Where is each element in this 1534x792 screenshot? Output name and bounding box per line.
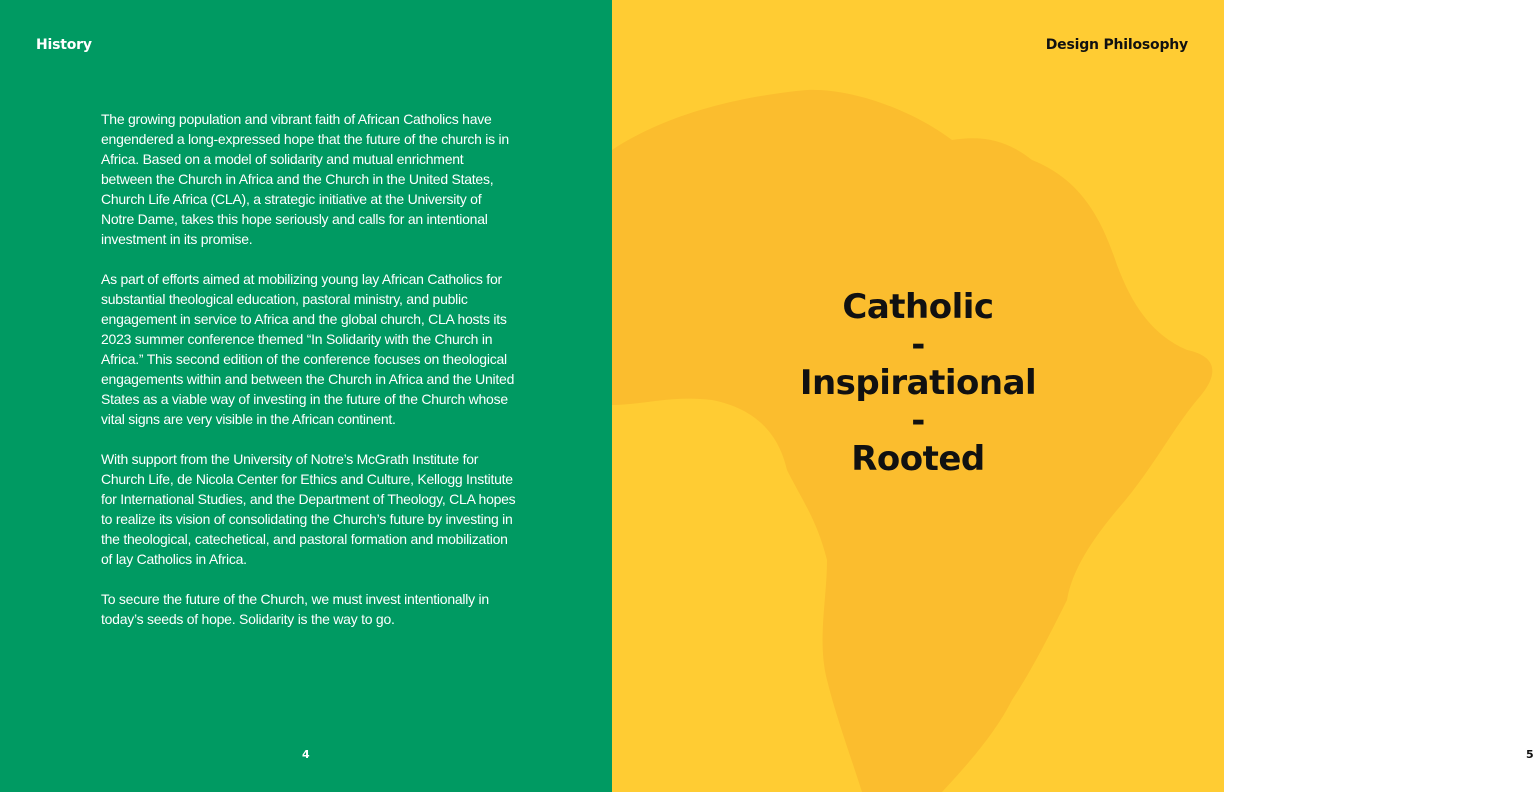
page-number-right: 5: [1526, 748, 1534, 761]
paragraph: With support from the University of Notre’s McGrath Institute for Church Life, de Nicola Center for Ethics and Culture, Kellogg Institute for International Studies, and the Department of Theology, CLA hopes to realize its vision of consolidating the Church’s future by investing in the theological, catechetical, and pastoral formation and mobilization of lay Catholics in Africa.: [101, 451, 516, 567]
motto-separator: -: [911, 325, 925, 365]
right-page: [612, 0, 1534, 792]
paragraph: As part of efforts aimed at mobilizing young lay African Catholics for substantial theological education, pastoral ministry, and public engagement in service to Africa and the global church, CLA hosts its 2023 summer conference themed “In Solidarity with the Church in Africa.” This second edition of the conference focuses on theological engagements within and between the Church in Africa and the United States as a viable way of investing in the future of the Church whose vital signs are very visible in the African continent.: [101, 271, 515, 427]
design-motto: [782, 288, 1054, 478]
motto-line: Catholic: [842, 287, 994, 327]
section-title-design-philosophy: Design Philosophy: [1045, 37, 1188, 53]
history-body-text: [101, 109, 517, 649]
paragraph: To secure the future of the Church, we must invest intentionally in today’s seeds of hope. Solidarity is the way to go.: [101, 591, 489, 627]
paragraph: The growing population and vibrant faith of African Catholics have engendered a long-expressed hope that the future of the church is in Africa. Based on a model of solidarity and mutual enrichment between the Church in Africa and the Church in the United States, Church Life Africa (CLA), a strategic initiative at the University of Notre Dame, takes this hope seriously and calls for an intentional investment in its promise.: [101, 111, 509, 247]
left-page: [0, 0, 612, 792]
motto-line: Rooted: [851, 439, 985, 479]
motto-separator: -: [911, 401, 925, 441]
motto-line: Inspirational: [799, 363, 1037, 403]
section-title-history: History: [36, 37, 92, 53]
page-number-left: 4: [302, 748, 310, 761]
